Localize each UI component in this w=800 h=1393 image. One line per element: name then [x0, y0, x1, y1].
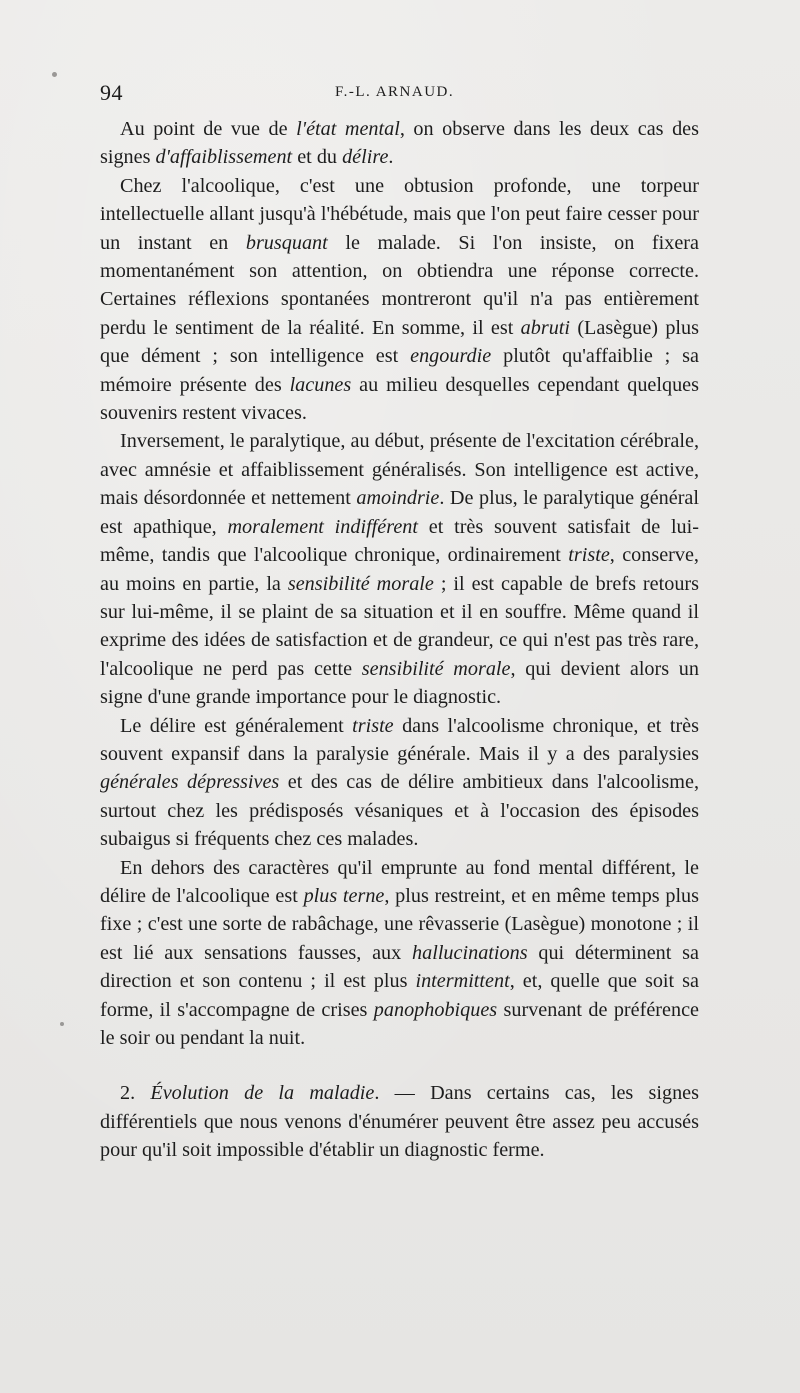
text-run: plutôt qu'affaiblie ; sa mémoire présente des	[100, 345, 699, 396]
italic-text: triste	[568, 544, 610, 567]
ink-speck	[52, 72, 57, 77]
text-run: et des cas de délire ambitieux dans l'alcoolisme, surtout chez les prédisposés vésaniques et à l'occasion des épisodes subaigus si fréquents chez ces malades.	[100, 771, 699, 851]
italic-text: délire	[342, 146, 389, 169]
text-run: dans l'alcoolisme chronique, et très souvent expansif dans la paralysie générale. Mais il y a des paralysies	[100, 714, 699, 765]
text-run: 2.	[120, 1082, 151, 1105]
ink-speck	[60, 1022, 64, 1026]
paragraph-alcoholic	[100, 172, 699, 428]
italic-text: Évolution de la maladie	[150, 1082, 375, 1105]
italic-text: amoindrie	[356, 487, 440, 510]
paragraph-paralytic	[100, 427, 699, 711]
text-run: , et, quelle que soit sa forme, il s'accompagne de crises	[100, 970, 699, 1021]
italic-text: l'état mental	[296, 118, 400, 140]
italic-text: moralement indifférent	[227, 515, 419, 538]
page-header	[100, 80, 700, 108]
italic-text: triste	[352, 714, 394, 737]
section-evolution	[100, 1079, 699, 1164]
text-run: Chez l'alcoolique, c'est une obtusion profonde, une torpeur intellectuelle allant jusqu'à l'hébétude, mais que l'on peut faire cesser pour un instant en	[100, 174, 699, 254]
page-number: 94	[100, 80, 123, 105]
text-run: , on observe dans les deux cas des signes	[100, 118, 699, 169]
text-run: au milieu desquelles cependant quelques souvenirs restent vivaces.	[100, 373, 699, 425]
italic-text: d'affaiblissement	[155, 146, 293, 169]
text-run: (Lasègue) plus que dément ; son intelligence est	[100, 316, 699, 368]
running-head: F.-L. ARNAUD.	[335, 84, 455, 100]
italic-text: intermittent	[415, 970, 510, 993]
italic-text: hallucinations	[412, 941, 528, 964]
text-run: survenant de préférence le soir ou pendant la nuit.	[100, 998, 699, 1049]
text-run: Inversement, le paralytique, au début, présente de l'excitation cérébrale, avec amnésie et affaiblissement généralisés. Son intelligence est active, mais désordonnée et nettement	[100, 430, 699, 510]
text-run: , conserve, au moins en partie, la	[100, 544, 699, 595]
body-text	[100, 115, 699, 1165]
text-run: qui déterminent sa direction et son contenu ; il est plus	[100, 941, 699, 993]
italic-text: générales dépressives	[100, 771, 280, 794]
italic-text: engourdie	[410, 345, 492, 368]
text-run: et très souvent satisfait de lui-même, tandis que l'alcoolique chronique, ordinairement	[100, 515, 699, 567]
italic-text: plus terne	[303, 884, 385, 907]
text-run: , qui devient alors un signe d'une grande importance pour le diagnostic.	[100, 657, 699, 709]
text-run: , plus restreint, et en même temps plus fixe ; c'est une sorte de rabâchage, une rêvasserie (Lasègue) monotone ; il est lié aux sensations fausses, aux	[100, 884, 700, 964]
paragraph-mental-state	[100, 115, 699, 172]
italic-text: sensibilité morale	[287, 572, 434, 595]
text-run: . — Dans certains cas, les signes différentiels que nous venons d'énumérer peuvent être assez peu accusés pour qu'il soit impossible d'établir un diagnostic ferme.	[100, 1082, 699, 1162]
italic-text: lacunes	[289, 373, 352, 396]
text-run: Au point de vue de	[120, 118, 297, 140]
text-run: Le délire est généralement	[120, 714, 353, 737]
italic-text: abruti	[520, 316, 571, 339]
text-run: . De plus, le paralytique général est apathique,	[100, 487, 699, 538]
italic-text: sensibilité morale	[361, 657, 511, 680]
text-run: et du	[292, 146, 343, 169]
paragraph-delirium	[100, 712, 699, 854]
paragraph-delirium-character	[100, 854, 699, 1053]
text-run: .	[388, 146, 394, 169]
italic-text: panophobiques	[373, 998, 498, 1021]
text-run: En dehors des caractères qu'il emprunte au fond mental différent, le délire de l'alcoolique est	[100, 856, 699, 907]
text-run: ; il est capable de brefs retours sur lui-même, il se plaint de sa situation et il en souffre. Même quand il exprime des idées de satisfaction et de grandeur, ce qui n'est pas très rare, l'alcoolique ne perd pas cette	[100, 572, 699, 680]
text-run: le malade. Si l'on insiste, on fixera momentanément son attention, on obtiendra une réponse correcte. Certaines réflexions spontanées montreront qu'il n'a pas entièrement perdu le sentiment de la réalité. En somme, il est	[100, 231, 699, 339]
italic-text: brusquant	[245, 231, 328, 254]
